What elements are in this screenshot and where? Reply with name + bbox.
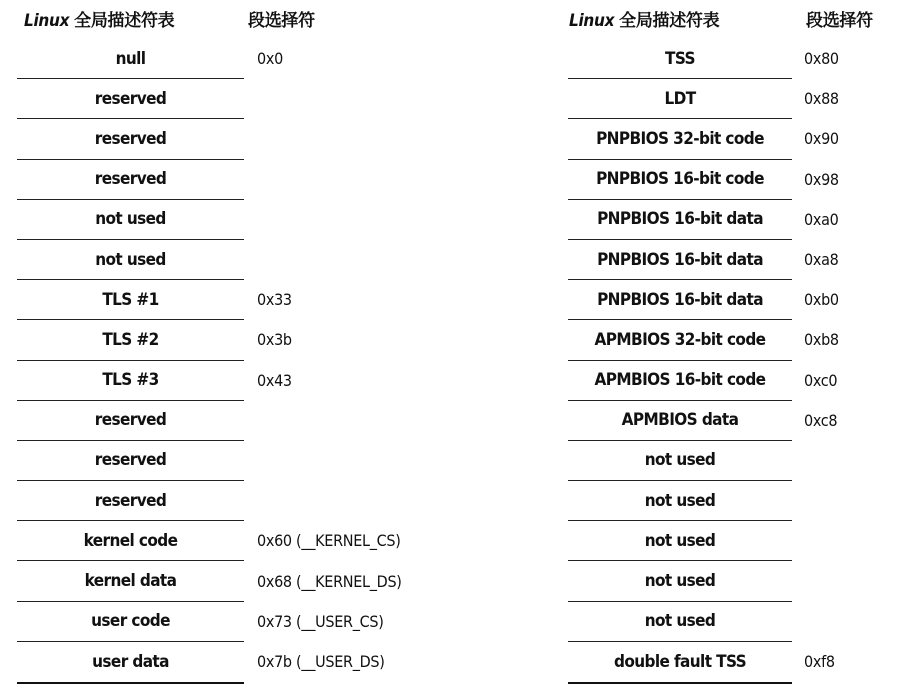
gdt-entry-label: PNPBIOS 16-bit code (596, 169, 764, 190)
segment-selector-value: 0x88 (804, 89, 839, 109)
gdt-entry-row (568, 401, 838, 441)
left-gdt-title (24, 6, 174, 31)
gdt-entry-label: PNPBIOS 16-bit data (597, 249, 763, 270)
gdt-entry-label: reserved (94, 410, 167, 431)
right-gdt-title-prefix: Linux (569, 11, 615, 31)
right-gdt-table (568, 39, 839, 684)
gdt-entry-row (17, 160, 244, 200)
gdt-entry-label: not used (644, 450, 716, 471)
gdt-entry-label: kernel code (83, 530, 178, 551)
segment-selector-value: 0x0 (257, 49, 283, 69)
segment-selector-value: 0x7b (__USER_DS) (257, 652, 385, 672)
gdt-entry-row (568, 160, 839, 200)
right-gdt-column (562, 0, 906, 690)
segment-selector-value: 0xc8 (804, 410, 838, 430)
gdt-entry-row (17, 441, 244, 481)
gdt-entry-row (17, 79, 244, 119)
gdt-entry-row (17, 39, 283, 79)
right-gdt-title-rest: 全局描述符表 (614, 11, 720, 31)
gdt-entry-label: kernel data (84, 571, 177, 592)
gdt-entry-row (17, 481, 244, 521)
gdt-entry-row (568, 481, 792, 521)
left-selector-header: 段选择符 (248, 11, 315, 31)
gdt-entry-label: reserved (94, 490, 167, 511)
gdt-entry-row (568, 39, 839, 79)
segment-selector-value: 0x90 (804, 129, 839, 149)
gdt-entry-row (568, 280, 839, 320)
gdt-entry-row (568, 200, 839, 240)
gdt-entry-label: double fault TSS (613, 651, 747, 672)
gdt-entry-row (568, 561, 792, 601)
gdt-entry-row (568, 240, 839, 280)
gdt-entry-row (568, 642, 835, 682)
segment-selector-value: 0xb0 (804, 290, 839, 310)
gdt-entry-row (568, 602, 792, 642)
gdt-entry-label: reserved (94, 450, 167, 471)
gdt-entry-row (568, 361, 838, 401)
segment-selector-value: 0x98 (804, 169, 839, 189)
gdt-entry-label: APMBIOS data (621, 410, 739, 431)
gdt-entry-row (17, 602, 384, 642)
segment-selector-value: 0x3b (257, 330, 292, 350)
gdt-entry-row (17, 320, 292, 360)
segment-selector-value: 0xc0 (804, 370, 838, 390)
segment-selector-value: 0xa0 (804, 209, 839, 229)
gdt-entry-label: APMBIOS 16-bit code (594, 370, 766, 391)
gdt-entry-row (17, 642, 385, 682)
gdt-entry-label: APMBIOS 32-bit code (594, 329, 766, 350)
gdt-entry-row (568, 320, 839, 360)
gdt-entry-row (568, 521, 792, 561)
gdt-entry-label: not used (95, 249, 166, 270)
segment-selector-value: 0x60 (__KERNEL_CS) (257, 531, 401, 551)
gdt-entry-label: TSS (665, 48, 695, 69)
segment-selector-value: 0x43 (257, 370, 292, 390)
gdt-entry-label: not used (644, 490, 716, 511)
gdt-entry-row (568, 441, 792, 481)
gdt-entry-row (17, 240, 244, 280)
right-gdt-title (569, 6, 719, 31)
gdt-entry-label: not used (644, 530, 716, 551)
gdt-entry-row (17, 280, 292, 320)
gdt-entry-label: PNPBIOS 32-bit code (596, 128, 764, 149)
gdt-entry-row (568, 119, 839, 159)
gdt-entry-label: TLS #3 (102, 370, 159, 391)
segment-selector-value: 0x68 (__KERNEL_DS) (257, 571, 402, 591)
right-selector-header: 段选择符 (806, 11, 873, 31)
segment-selector-value: 0xf8 (804, 652, 835, 672)
gdt-entry-label: not used (644, 571, 716, 592)
gdt-entry-row (568, 79, 839, 119)
gdt-entry-row (17, 200, 244, 240)
gdt-entry-label: PNPBIOS 16-bit data (597, 289, 763, 310)
gdt-entry-label: TLS #2 (102, 329, 159, 350)
gdt-entry-label: PNPBIOS 16-bit data (597, 209, 763, 230)
segment-selector-value: 0xb8 (804, 330, 839, 350)
segment-selector-value: 0x33 (257, 290, 292, 310)
gdt-entry-label: not used (644, 611, 716, 632)
left-gdt-table (17, 39, 402, 684)
gdt-entry-label: null (115, 48, 146, 69)
gdt-entry-label: user data (92, 651, 169, 672)
segment-selector-value: 0x73 (__USER_CS) (257, 611, 384, 631)
gdt-entry-row (17, 119, 244, 159)
gdt-entry-label: LDT (664, 88, 696, 109)
left-gdt-title-prefix: Linux (24, 11, 70, 31)
left-gdt-column (0, 0, 450, 690)
segment-selector-value: 0xa8 (804, 250, 839, 270)
gdt-entry-row (17, 561, 402, 601)
gdt-entry-label: reserved (94, 128, 167, 149)
gdt-entry-label: reserved (94, 169, 167, 190)
gdt-entry-label: TLS #1 (102, 289, 159, 310)
gdt-entry-row (17, 401, 244, 441)
left-gdt-title-rest: 全局描述符表 (69, 11, 175, 31)
gdt-entry-label: user code (91, 611, 170, 632)
segment-selector-value: 0x80 (804, 49, 839, 69)
gdt-entry-row (17, 521, 401, 561)
gdt-entry-row (17, 361, 292, 401)
gdt-entry-label: reserved (94, 88, 167, 109)
gdt-entry-label: not used (95, 209, 166, 230)
